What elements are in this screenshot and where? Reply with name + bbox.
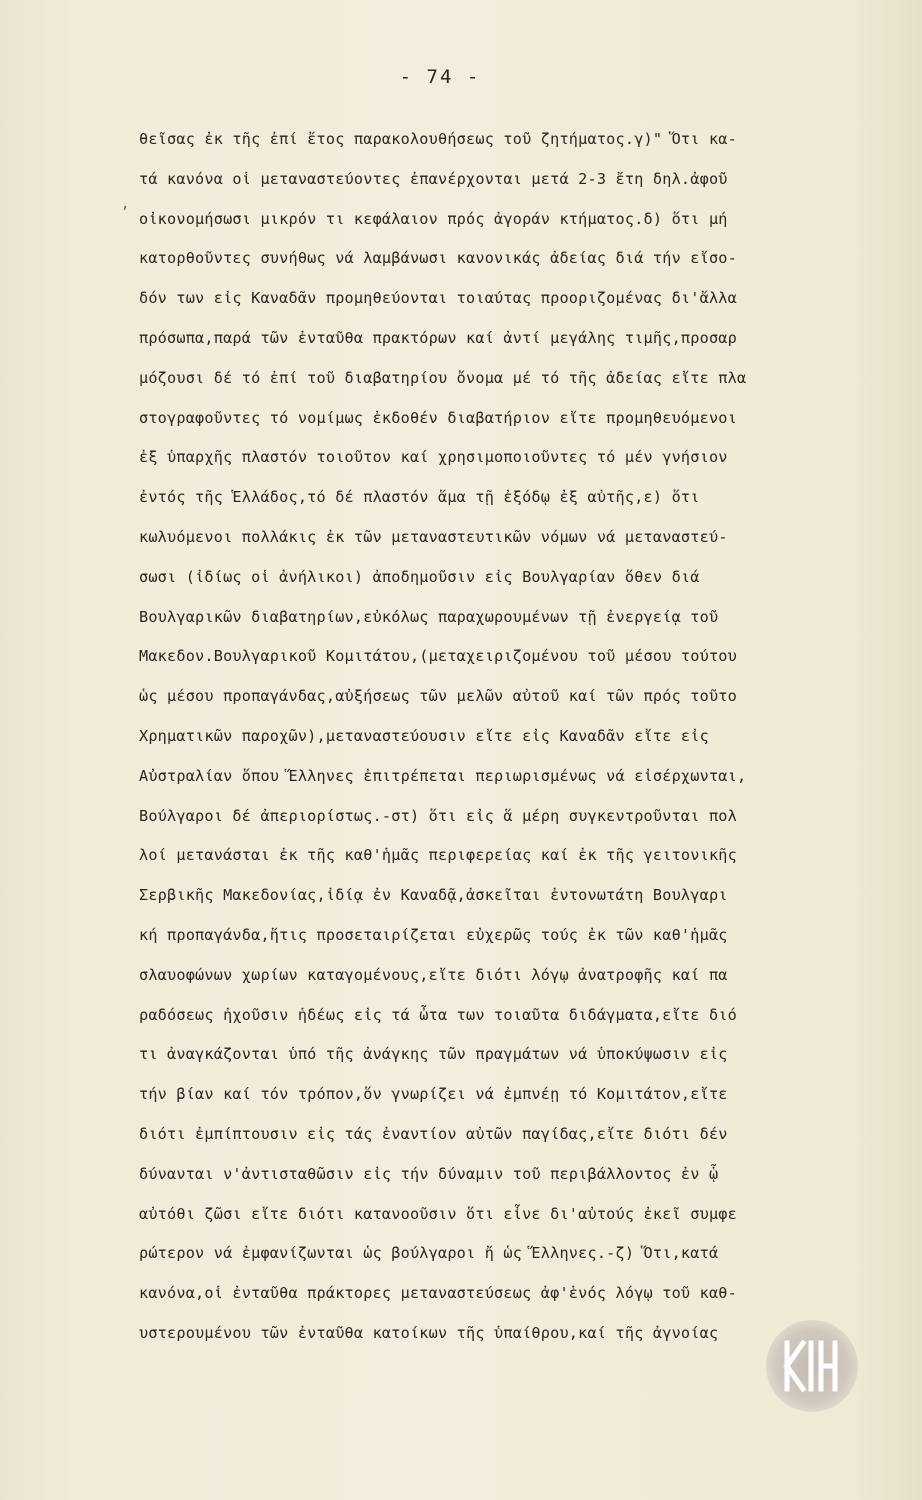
text-line: ραδόσεως ἠχοῦσιν ἡδέως εἰς τά ὦτα των τοιαῦτα διδάγματα,εἴτε διό — [139, 1005, 737, 1024]
text-line: Βούλγαροι δέ ἀπεριορίστως.-στ) ὅτι εἰς ἅ μέρη συγκεντροῦνται πολ — [139, 806, 737, 825]
text-line: δύνανται ν'ἀντισταθῶσιν εἰς τήν δύναμιν τοῦ περιβάλλοντος ἐν ᾧ — [139, 1164, 719, 1183]
text-line: ρώτερον νά ἐμφανίζωνται ὡς βούλγαροι ἤ ὡς Ἕλληνες.-ζ) Ὅτι,κατά — [139, 1244, 719, 1263]
text-line: κωλυόμενοι πολλάκις ἐκ τῶν μεταναστευτικῶν νόμων νά μεταναστεύ- — [139, 527, 728, 546]
text-line: ἐντός τῆς Ἑλλάδος,τό δέ πλαστόν ἅμα τῇ ἐξόδῳ ἐξ αὐτῆς,ε) ὅτι — [139, 488, 700, 507]
text-line: σλαυοφώνων χωρίων καταγομένους,εἴτε διότι λόγῳ ἀνατροφῆς καί πα — [139, 965, 728, 984]
text-line: Χρηματικῶν παροχῶν),μεταναστεύουσιν εἴτε εἰς Καναδᾶν εἴτε εἰς — [139, 726, 709, 745]
text-line: Σερβικῆς Μακεδονίας,ἰδίᾳ ἐν Καναδᾷ,ἀσκεῖται ἐντονωτάτη Βουλγαρι — [139, 886, 728, 905]
stamp-logo-icon — [777, 1331, 847, 1401]
archive-stamp — [766, 1320, 858, 1412]
text-line: κανόνα,οἱ ἐνταῦθα πράκτορες μεταναστεύσεως ἀφ'ἑνός λόγῳ τοῦ καθ- — [139, 1284, 737, 1303]
text-line: κή προπαγάνδα,ἥτις προσεταιρίζεται εὐχερῶς τούς ἐκ τῶν καθ'ἡμᾶς — [139, 925, 728, 944]
text-line: ἐξ ὑπαρχῆς πλαστόν τοιοῦτον καί χρησιμοποιοῦντες τό μέν γνήσιον — [139, 448, 728, 467]
text-line: μόζουσι δέ τό ἐπί τοῦ διαβατηρίου ὄνομα μέ τό τῆς ἀδείας εἴτε πλα — [139, 368, 747, 387]
text-line: Μακεδον.Βουλγαρικοῦ Κομιτάτου,(μεταχειριζομένου τοῦ μέσου τούτου — [139, 647, 737, 666]
text-line: σωσι (ἰδίως οἱ ἀνήλικοι) ἀποδημοῦσιν εἰς Βουλγαρίαν ὅθεν διά — [139, 567, 700, 586]
text-line: τά κανόνα οἱ μεταναστεύοντες ἐπανέρχονται μετά 2-3 ἔτη δηλ.ἀφοῦ — [139, 169, 728, 188]
text-line: τήν βίαν καί τόν τρόπον,ὅν γνωρίζει νά ἐμπνέῃ τό Κομιτάτον,εἴτε — [139, 1085, 728, 1104]
text-line: θεῖσας ἐκ τῆς ἐπί ἔτος παρακολουθήσεως τοῦ ζητήματος.γ)" Ὅτι κα- — [139, 130, 737, 148]
text-line: αὐτόθι ζῶσι εἴτε διότι κατανοοῦσιν ὅτι εἶνε δι'αὐτούς ἐκεῖ συμφε — [139, 1204, 737, 1223]
text-line: Αὐστραλίαν ὅπου Ἕλληνες ἐπιτρέπεται περιωρισμένως νά εἰσέρχωνται, — [139, 766, 747, 785]
margin-mark: , — [121, 196, 130, 212]
text-line: Βουλγαρικῶν διαβατηρίων,εὐκόλως παραχωρουμένων τῇ ἐνεργείᾳ τοῦ — [139, 607, 719, 626]
text-line: στογραφοῦντες τό νομίμως ἐκδοθέν διαβατήριον εἴτε προμηθευόμενοι — [139, 408, 737, 427]
text-line: κατορθοῦντες συνήθως νά λαμβάνωσι κανονικάς ἀδείας διά τήν εἴσο- — [139, 249, 737, 268]
text-line: λοί μετανάσται ἐκ τῆς καθ'ἡμᾶς περιφερείας καί ἐκ τῆς γειτονικῆς — [139, 846, 737, 865]
text-line: ὡς μέσου προπαγάνδας,αὐξήσεως τῶν μελῶν αὐτοῦ καί τῶν πρός τοῦτο — [139, 687, 737, 706]
text-line: υστερουμένου τῶν ἐνταῦθα κατοίκων τῆς ὑπαίθρου,καί τῆς ἀγνοίας — [139, 1323, 719, 1342]
text-line: οἰκονομήσωσι μικρόν τι κεφάλαιον πρός ἀγοράν κτήματος.δ) ὅτι μή — [139, 209, 728, 228]
page-number: - 74 - — [399, 66, 481, 88]
text-line: δόν των εἰς Καναδᾶν προμηθεύονται τοιαύτας προοριζομένας δι'ἄλλα — [139, 289, 737, 308]
body-text — [139, 120, 909, 1354]
text-line: πρόσωπα,παρά τῶν ἐνταῦθα πρακτόρων καί ἀντί μεγάλης τιμῆς,προσαρ — [139, 328, 737, 347]
text-line: διότι ἐμπίπτουσιν εἰς τάς ἐναντίον αὐτῶν παγίδας,εἴτε διότι δέν — [139, 1124, 728, 1143]
text-line: τι ἀναγκάζονται ὑπό τῆς ἀνάγκης τῶν πραγμάτων νά ὑποκύψωσιν εἰς — [139, 1045, 728, 1064]
